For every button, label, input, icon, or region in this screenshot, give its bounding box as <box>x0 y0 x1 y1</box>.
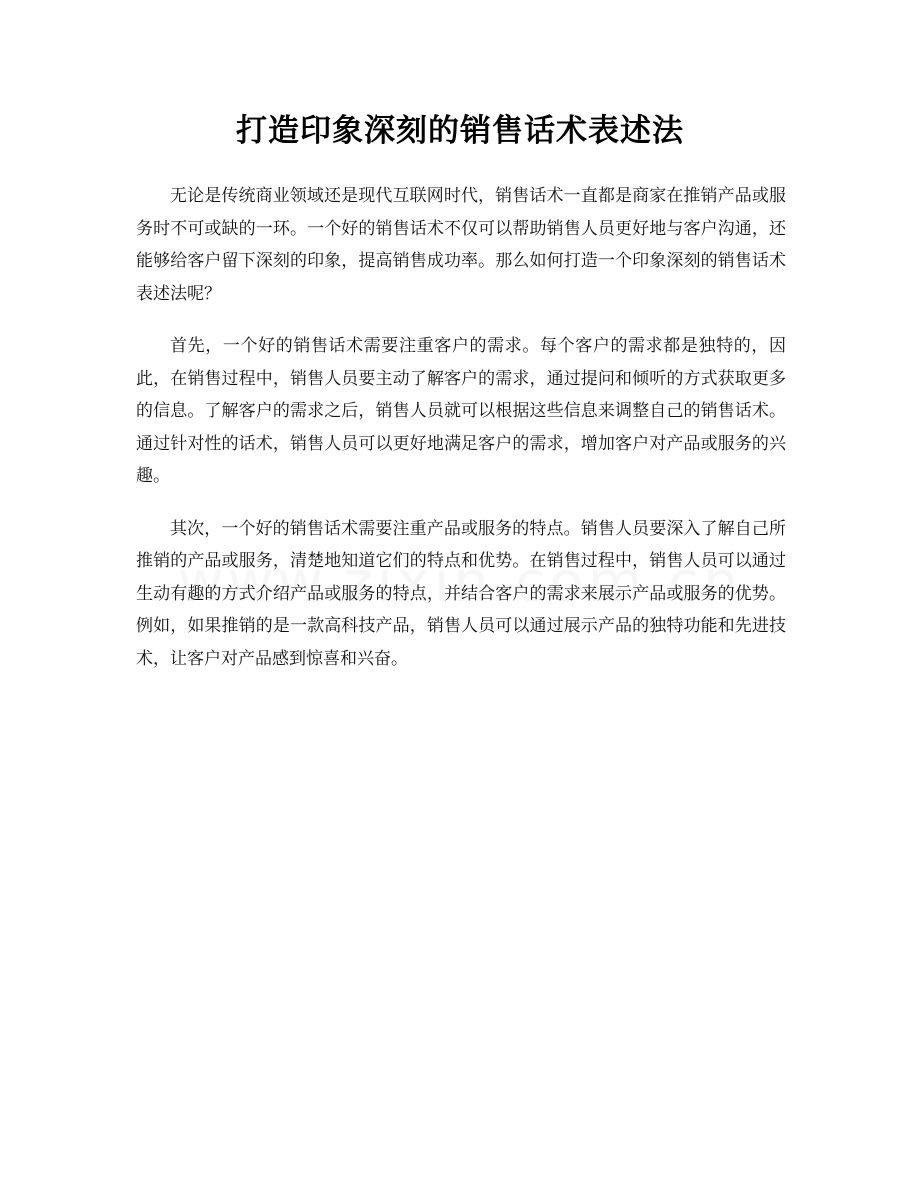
page-title: 打造印象深刻的销售话术表述法 <box>236 113 684 149</box>
document-body <box>136 180 786 695</box>
paragraph-2: 首先，一个好的销售话术需要注重客户的需求。每个客户的需求都是独特的，因此，在销售过程中，销售人员要主动了解客户的需求，通过提问和倾听的方式获取更多的信息。了解客户的需求之后，销售人员就可以根据这些信息来调整自己的销售话术。通过针对性的话术，销售人员可以更好地满足客户的需求，增加客户对产品或服务的兴趣。 <box>136 336 786 486</box>
paragraph-3: 其次，一个好的销售话术需要注重产品或服务的特点。销售人员要深入了解自己所推销的产品或服务，清楚地知道它们的特点和优势。在销售过程中，销售人员可以通过生动有趣的方式介绍产品或服务的特点，并结合客户的需求来展示产品或服务的优势。例如，如果推销的是一款高科技产品，销售人员可以通过展示产品的独特功能和先进技术，让客户对产品感到惊喜和兴奋。 <box>136 518 786 669</box>
paragraph-1: 无论是传统商业领域还是现代互联网时代，销售话术一直都是商家在推销产品或服务时不可或缺的一环。一个好的销售话术不仅可以帮助销售人员更好地与客户沟通，还能够给客户留下深刻的印象，提高销售成功率。那么如何打造一个印象深刻的销售话术表述法呢？ <box>136 186 786 304</box>
